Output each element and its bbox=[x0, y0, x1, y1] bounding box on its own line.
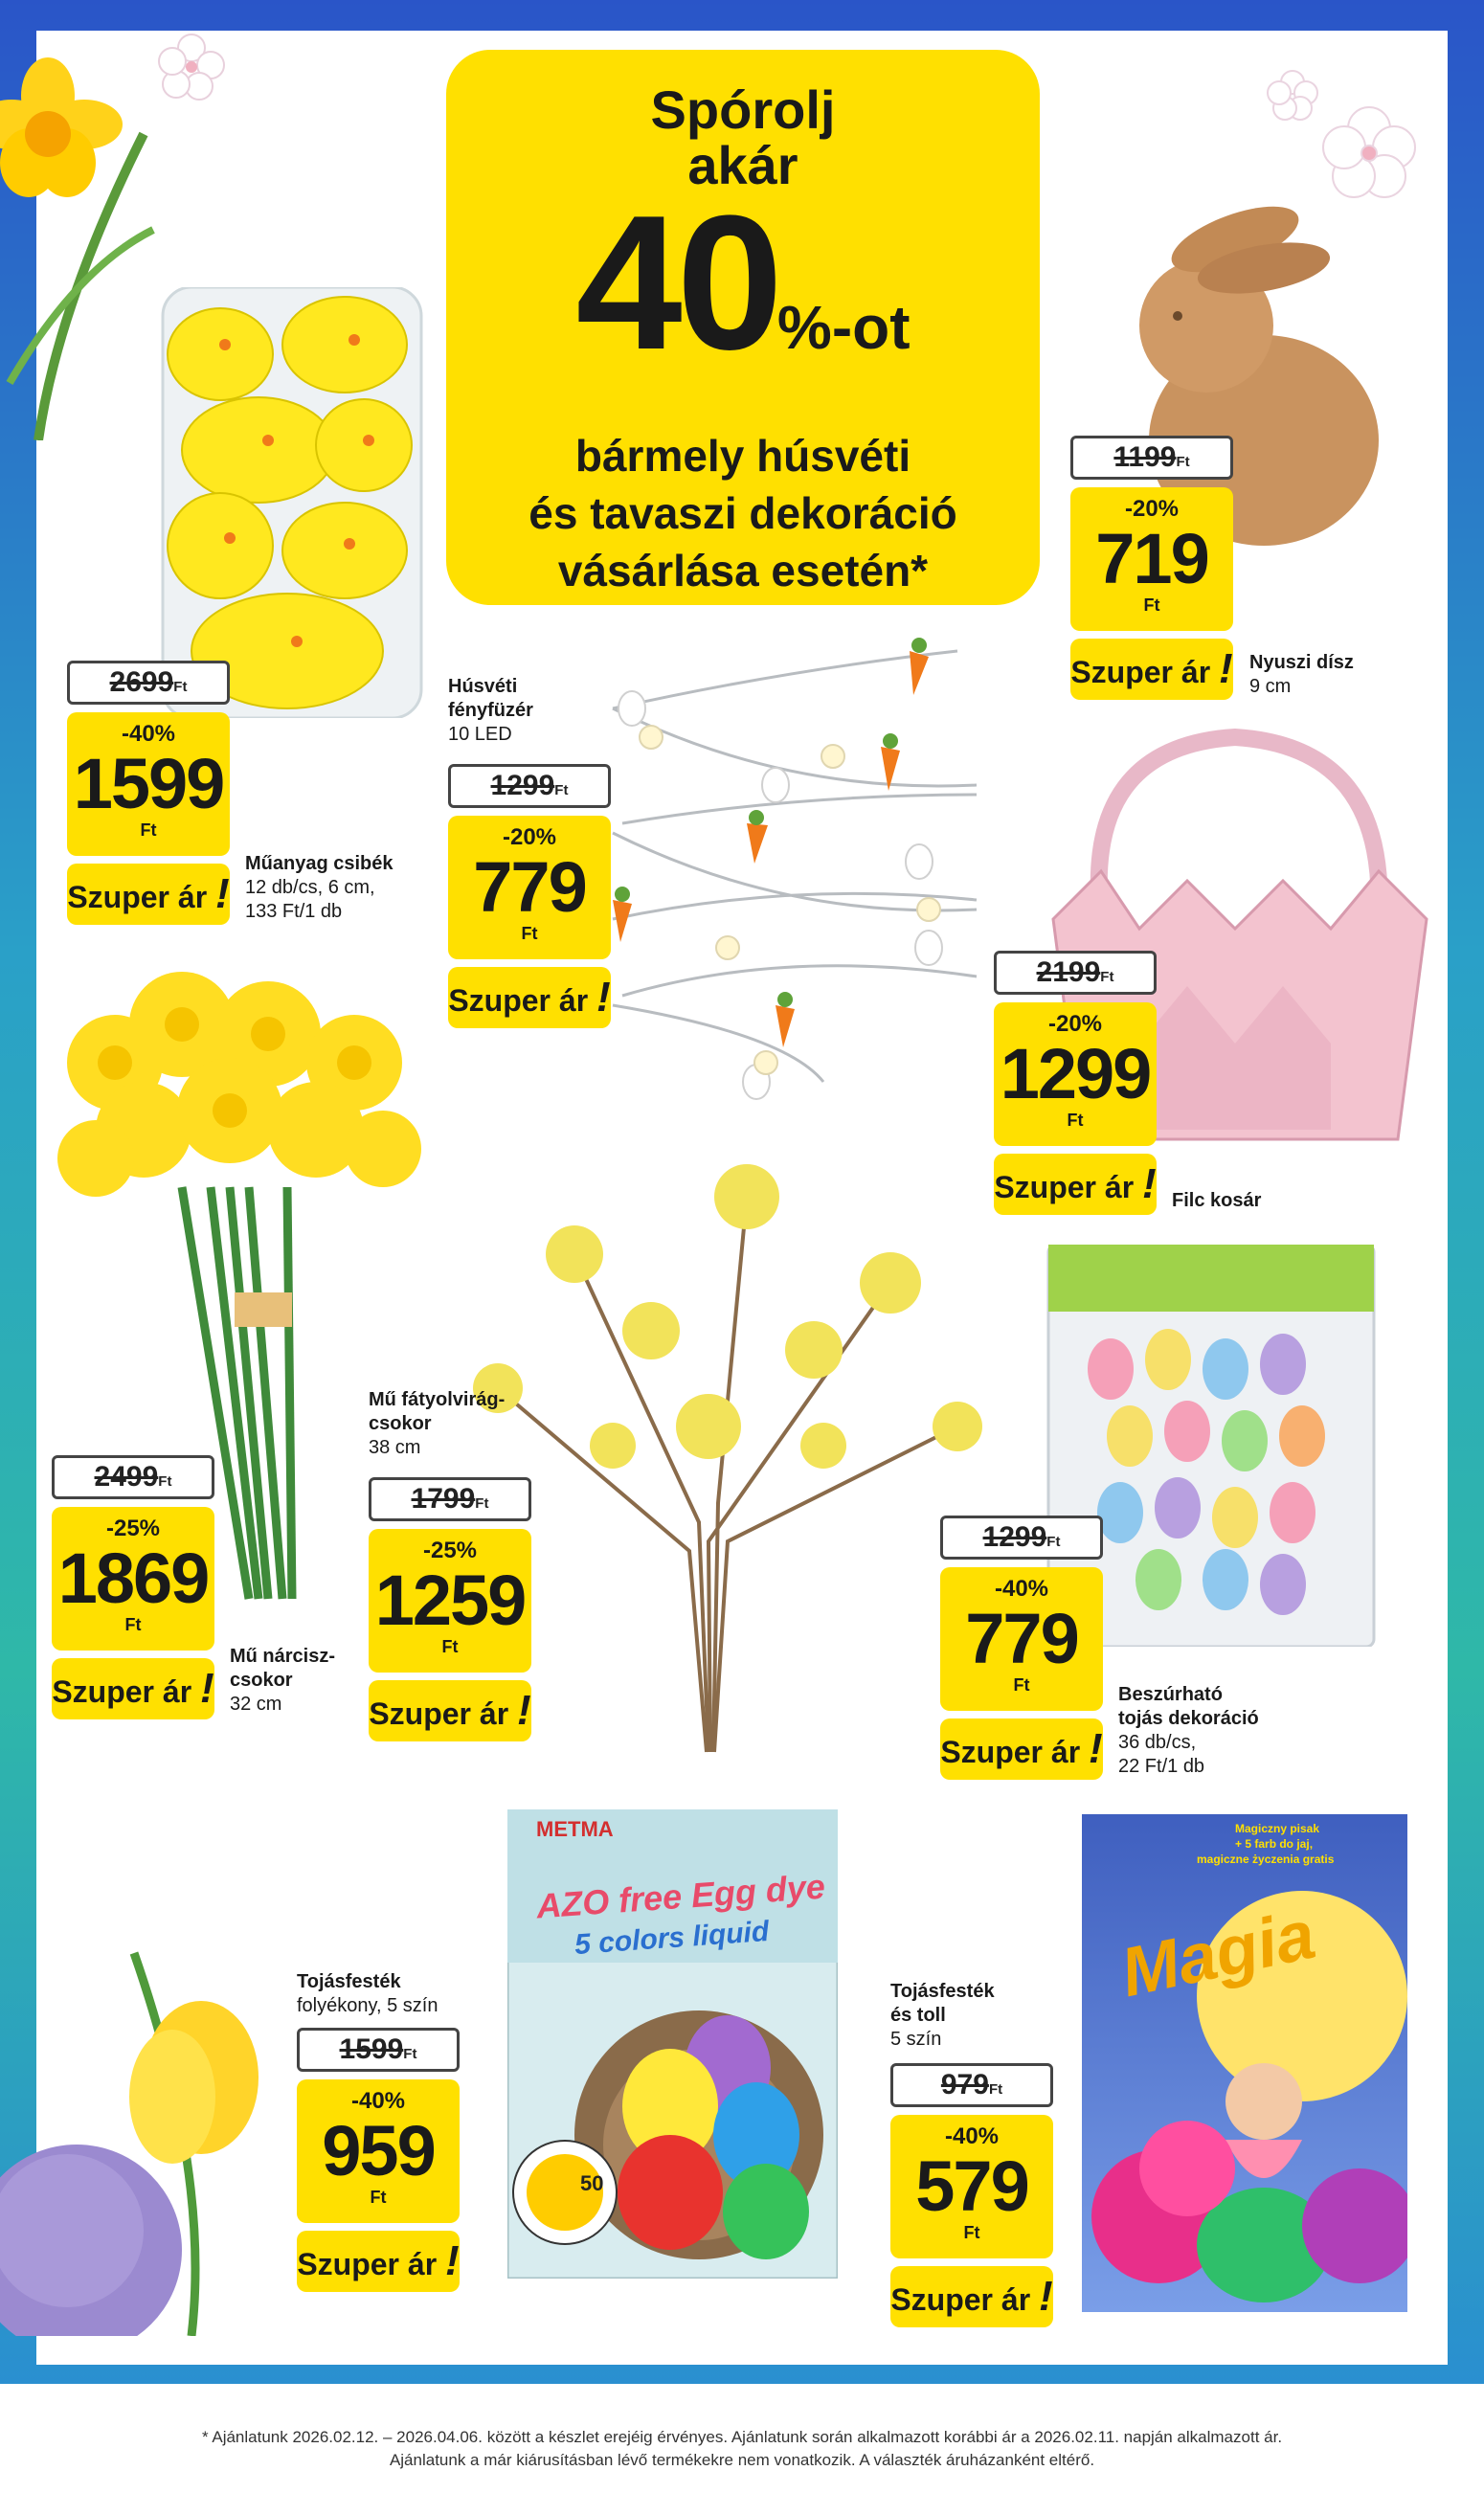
old-price: 1799Ft bbox=[369, 1477, 531, 1521]
old-price: 1299Ft bbox=[940, 1516, 1103, 1560]
price-tag-festek-1 bbox=[297, 2028, 460, 2292]
egg-dye-subtitle: 5 colors liquid bbox=[573, 1915, 771, 1962]
product-name-fatyol: Mű fátyolvirág- csokor 38 cm bbox=[369, 1389, 506, 1458]
product-name-csibek: Műanyag csibék 12 db/cs, 6 cm, 133 Ft/1 db bbox=[245, 853, 393, 922]
currency: Ft bbox=[370, 2188, 387, 2207]
super-price-label: Szuper ár ! bbox=[1070, 639, 1233, 700]
price-tag-csibek bbox=[67, 661, 230, 925]
new-price: 1259 bbox=[374, 1561, 526, 1640]
magia-top-text-2: + 5 farb do jaj, bbox=[1235, 1837, 1314, 1851]
old-price: 979Ft bbox=[890, 2063, 1053, 2107]
discount-percent: -40% bbox=[994, 1576, 1049, 1602]
new-price: 1599 bbox=[73, 744, 224, 823]
hero-line-1: Spórolj bbox=[650, 79, 836, 140]
currency: Ft bbox=[963, 2223, 980, 2242]
super-price-label: Szuper ár ! bbox=[890, 2266, 1053, 2327]
egg-dye-badge-number: 50 bbox=[580, 2171, 604, 2195]
product-name-fenyfuzer: Húsvéti fényfüzér 10 LED bbox=[448, 676, 533, 745]
currency: Ft bbox=[521, 924, 538, 943]
discount-price-box bbox=[369, 1529, 531, 1673]
discount-price-box bbox=[448, 816, 611, 959]
discount-hero-badge bbox=[446, 50, 1040, 605]
new-price: 779 bbox=[965, 1599, 1078, 1678]
discount-price-box bbox=[297, 2079, 460, 2223]
super-price-label: Szuper ár ! bbox=[940, 1718, 1103, 1780]
old-price: 1599Ft bbox=[297, 2028, 460, 2072]
egg-dye-title: AZO free Egg dye bbox=[534, 1866, 827, 1926]
discount-percent: -25% bbox=[105, 1516, 161, 1541]
new-price: 959 bbox=[322, 2111, 435, 2190]
hero-line-5: vásárlása esetén* bbox=[557, 546, 929, 595]
discount-percent: -20% bbox=[1047, 1011, 1103, 1037]
daffodil-decoration-top-left bbox=[0, 19, 163, 440]
hero-percent-suffix: %-ot bbox=[776, 293, 911, 362]
old-price: 2199Ft bbox=[994, 951, 1157, 995]
discount-price-box bbox=[67, 712, 230, 856]
discount-price-box bbox=[52, 1507, 214, 1651]
price-tag-nyuszi bbox=[1070, 436, 1233, 700]
blossom-decoration-top bbox=[153, 29, 230, 105]
super-price-label: Szuper ár ! bbox=[67, 864, 230, 925]
price-tag-kosar bbox=[994, 951, 1157, 1215]
discount-percent: -20% bbox=[1124, 496, 1180, 522]
price-tag-narcisz bbox=[52, 1455, 214, 1719]
new-price: 1869 bbox=[57, 1538, 209, 1618]
old-price: 2699Ft bbox=[67, 661, 230, 705]
old-price: 1299Ft bbox=[448, 764, 611, 808]
hero-line-4: és tavaszi dekoráció bbox=[528, 488, 957, 538]
super-price-label: Szuper ár ! bbox=[369, 1680, 531, 1741]
magic-egg-pen-package-image bbox=[1082, 1814, 1407, 2312]
magia-title: Magia bbox=[1113, 1896, 1322, 2012]
currency: Ft bbox=[140, 820, 157, 840]
discount-price-box bbox=[1070, 487, 1233, 631]
product-name-tojasdekor: Beszúrható tojás dekoráció 36 db/cs, 22 Ft/1 db bbox=[1118, 1684, 1259, 1777]
new-price: 579 bbox=[915, 2146, 1028, 2226]
discount-percent: -40% bbox=[350, 2088, 406, 2114]
discount-percent: -25% bbox=[422, 1538, 478, 1563]
price-tag-fenyfuzer bbox=[448, 764, 611, 1028]
legal-footer bbox=[0, 2384, 1484, 2493]
product-name-kosar: Filc kosár bbox=[1172, 1190, 1262, 1211]
super-price-label: Szuper ár ! bbox=[994, 1154, 1157, 1215]
discount-percent: -40% bbox=[121, 721, 176, 747]
hero-line-3: bármely húsvéti bbox=[574, 431, 911, 481]
currency: Ft bbox=[1143, 595, 1160, 615]
new-price: 1299 bbox=[1000, 1034, 1151, 1113]
product-name-narcisz: Mű nárcisz- csokor 32 cm bbox=[230, 1646, 336, 1715]
hero-line-2: akár bbox=[687, 135, 798, 195]
product-name-festek-1: Tojásfesték folyékony, 5 szín bbox=[297, 1971, 438, 2016]
egg-dye-brand: METMA bbox=[536, 1817, 614, 1841]
new-price: 719 bbox=[1095, 519, 1208, 598]
blossom-decoration-top-right bbox=[1264, 57, 1427, 211]
discount-price-box bbox=[890, 2115, 1053, 2258]
currency: Ft bbox=[441, 1637, 459, 1656]
footer-line-2: Ajánlatunk a már kiárusításban lévő termékekre nem vonatkozik. A választék áruházanként eltérő. bbox=[389, 2451, 1095, 2469]
product-name-nyuszi: Nyuszi dísz 9 cm bbox=[1249, 652, 1354, 697]
old-price: 2499Ft bbox=[52, 1455, 214, 1499]
gypsophila-bouquet-image bbox=[460, 1139, 996, 1762]
price-tag-festek-2 bbox=[890, 2063, 1053, 2327]
discount-price-box bbox=[940, 1567, 1103, 1711]
super-price-label: Szuper ár ! bbox=[297, 2231, 460, 2292]
new-price: 779 bbox=[473, 847, 586, 927]
discount-percent: -20% bbox=[502, 824, 557, 850]
currency: Ft bbox=[1067, 1111, 1084, 1130]
old-price: 1199Ft bbox=[1070, 436, 1233, 480]
product-name-festek-2: Tojásfesték és toll 5 szín bbox=[890, 1981, 995, 2050]
currency: Ft bbox=[124, 1615, 142, 1634]
easter-egg-tulip-decoration bbox=[0, 1934, 278, 2336]
hero-percent: 40%-ot bbox=[575, 176, 911, 390]
super-price-label: Szuper ár ! bbox=[448, 967, 611, 1028]
plastic-chicks-image bbox=[153, 287, 431, 718]
currency: Ft bbox=[1013, 1675, 1030, 1695]
magia-top-text-3: magiczne życzenia gratis bbox=[1197, 1853, 1335, 1866]
discount-percent: -40% bbox=[944, 2123, 1000, 2149]
super-price-label: Szuper ár ! bbox=[52, 1658, 214, 1719]
footer-line-1: * Ajánlatunk 2026.02.12. – 2026.04.06. között a készlet erejéig érvényes. Ajánlatunk során alkalmazott korábbi ár a 2026.02.11. napján alkalmazott ár. bbox=[201, 2428, 1283, 2446]
magia-top-text-1: Magiczny pisak bbox=[1235, 1822, 1320, 1835]
easter-fairy-lights-image bbox=[594, 632, 996, 1149]
discount-price-box bbox=[994, 1002, 1157, 1146]
price-tag-fatyol bbox=[369, 1477, 531, 1741]
price-tag-tojasdekor bbox=[940, 1516, 1103, 1780]
